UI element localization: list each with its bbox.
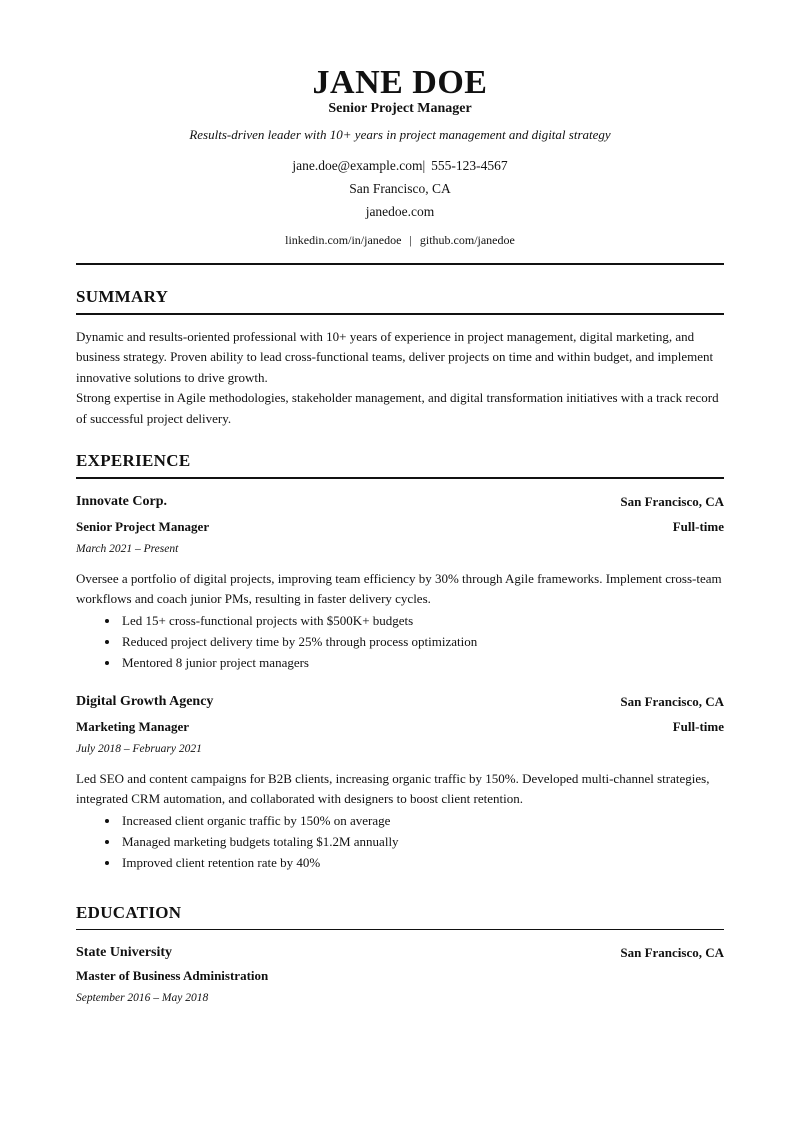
job-entry [76,693,724,873]
job-type: Full-time [672,718,724,734]
separator: | [409,233,412,247]
section-heading: SUMMARY [76,287,169,306]
list-item: • Increased client organic traffic by 150% on average [120,810,724,831]
candidate-title: Senior Project Manager [328,101,472,116]
job-location: San Francisco, CA [620,493,724,509]
separator: | [422,158,426,173]
section-divider [76,477,724,479]
education-section [76,903,724,1007]
job-role: Senior Project Manager [76,518,210,534]
job-type: Full-time [672,518,724,534]
contact-line [76,158,724,174]
website-link[interactable]: janedoe.com [365,204,435,219]
summary-paragraph: Dynamic and results-oriented professional with 10+ years of experience in project management, digital marketing, and business strategy. Proven ability to lead cross-functional teams, deliver projects on time and within budget, and implement innovative solutions to drive growth. [76,328,714,385]
list-item: • Managed marketing budgets totaling $1.2M annually [120,831,724,852]
summary-section [76,287,724,429]
school-location: San Francisco, CA [620,945,724,960]
summary-paragraph: Strong expertise in Agile methodologies, stakeholder management, and digital transformation initiatives with a track record of successful project delivery. [76,390,719,426]
phone: 555-123-4567 [431,158,508,173]
section-heading: EXPERIENCE [76,451,191,470]
job-description: Oversee a portfolio of digital projects, improving team efficiency by 30% through Agile frameworks. Implement cross-team workflows and coach junior PMs, resulting in faster delivery cycles. [76,570,722,606]
experience-section [76,451,724,479]
achievements-list [76,810,724,873]
linkedin-link[interactable]: linkedin.com/in/janedoe [285,233,402,247]
section-divider [76,929,724,931]
education-dates: September 2016 – May 2018 [76,992,209,1004]
header-divider [76,263,724,265]
section-heading: EDUCATION [76,902,182,922]
school: State University [76,945,173,960]
section-divider [76,313,724,315]
github-link[interactable]: github.com/janedoe [419,233,515,247]
list-item: • Mentored 8 junior project managers [120,652,724,673]
job-entry [76,493,724,673]
achievements-list [76,610,724,673]
job-dates: July 2018 – February 2021 [76,742,202,755]
location: San Francisco, CA [349,181,451,196]
degree: Master of Business Administration [76,968,269,983]
profile-links [76,233,724,248]
job-location: San Francisco, CA [620,693,724,709]
email-link[interactable]: jane.doe@example.com [292,158,423,173]
company: Innovate Corp. [76,493,168,509]
tagline: Results-driven leader with 10+ years in project management and digital strategy [189,127,611,142]
candidate-name: JANE DOE [312,64,488,101]
list-item: • Reduced project delivery time by 25% through process optimization [120,631,724,652]
job-role: Marketing Manager [76,718,190,734]
company: Digital Growth Agency [76,693,214,709]
list-item: • Led 15+ cross-functional projects with $500K+ budgets [120,610,724,631]
list-item: • Improved client retention rate by 40% [120,852,724,873]
job-description: Led SEO and content campaigns for B2B clients, increasing organic traffic by 150%. Developed multi-channel strategies, integrated CRM automation, and collaborated with designers to boost client retention. [76,770,710,806]
job-dates: March 2021 – Present [76,542,179,555]
